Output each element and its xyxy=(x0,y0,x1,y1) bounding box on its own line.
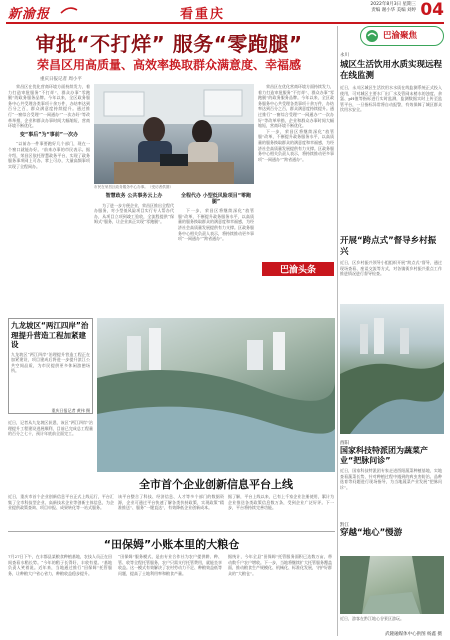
newspaper-logo: 新渝报 xyxy=(8,7,51,22)
grain-paragraph: 7月27日下午，在丰都县某粮食种植基地，农技人员正在田间查看水稻长势。“今年的稻子长得好，丰收有望。”基地负责人笑着说。近年来，当地通过推行“田保姆”托管服务，让种粮大户省心省力，种粮收益稳步提升。 xyxy=(8,554,112,576)
brand-bird-icon xyxy=(364,29,380,43)
logo-swoosh-icon xyxy=(60,4,78,16)
story-region: 酉阳 xyxy=(340,441,349,446)
lead-column-3 xyxy=(178,190,254,314)
lead-headline: 审批“不打烊” 服务“零跑腿” xyxy=(35,32,303,56)
lead-column-2 xyxy=(94,190,174,314)
issue-date: 2022年8月3日 星期三 xyxy=(370,2,416,7)
masthead xyxy=(0,0,450,22)
boxed-story xyxy=(8,318,93,414)
sidebar-photo-river xyxy=(340,304,444,434)
lead-subhead: 荣昌区用高质量、高效率换取群众满意度、幸福感 xyxy=(36,58,301,72)
sidebar-brand: 巴渝聚焦 xyxy=(383,31,418,41)
story-body: 近日，国家科技特派团专家走进酉阳蔬菜种植基地，实地查看蔬菜长势，针对种植过程中遇到的病虫害防治、品种选育等问题进行现场指导，为当地蔬菜产业发展“把脉问诊”。 xyxy=(340,468,442,490)
grain-column-2 xyxy=(118,554,222,636)
lead-subheading-2: 智慧政务 公共事务云上办 xyxy=(105,193,163,199)
sidebar-story-1 xyxy=(340,52,442,240)
headline-stamp-icon xyxy=(262,262,334,276)
middle-text xyxy=(8,420,93,482)
canyon-image xyxy=(340,556,444,614)
story-title: 国家科技特派团为蔬菜产业“把脉问诊” xyxy=(340,446,428,465)
story-body: 近日，区乡村振兴领导小组组织开展“跨点式”督导，通过现场查看、座谈交流等方式，对各镇街乡村振兴重点工作推进情况进行督导检查。 xyxy=(340,260,442,277)
grain-column-3 xyxy=(228,554,332,636)
innovation-column-2 xyxy=(118,494,224,528)
story-region: 黔江 xyxy=(340,523,349,528)
story-body: 近日，永川区城区生活饮用水水质在线监测系统正式投入使用，可对城区主要水厂出厂水及管网末梢水的浊度、余氯、pH值等指标进行实时监测，监测数据实时上传至监管平台，一旦指标异常将自动报警，有效保障了城区群众饮用水安全。 xyxy=(340,85,442,113)
aerial-photo xyxy=(97,318,335,472)
column-divider xyxy=(337,26,338,636)
masthead-rule xyxy=(6,22,444,24)
innovation-column-3 xyxy=(228,494,334,528)
lead-byline: 重庆日报记者 周小平 xyxy=(40,77,82,82)
lead-photo-caption: 市民在荣昌区政务服务中心办事。（受访者供图） xyxy=(94,185,174,189)
photo-credit: 武隆融媒体中心供图 杨鑫 摄 xyxy=(385,632,442,637)
innovation-paragraph: 据了解，平台上线以来，已有上千家企业注册使用，累计为企业推送各类政策信息数万条，受到企业广泛好评。下一步，平台将持续完善功能。 xyxy=(228,494,334,511)
aerial-riverside-image xyxy=(97,318,335,472)
innovation-paragraph: 近日，重庆市首个企业创新信息平台正式上线运行，平台汇集了全市科技型企业、高新技术企业等创新主体信息，为企业提供政策查询、项目申报、成果转化等一站式服务。 xyxy=(8,494,114,511)
boxed-story-credit: 重庆日报记者 黄伟 摄 xyxy=(51,407,90,413)
sidebar-photo-canyon xyxy=(340,556,444,614)
boxed-story-body: 九龙坡区“两江四岸”治理提升营造工程正在加紧建设，项目建成后将进一步提升滨江公共空间品质，为市民提供更多休闲游憩场所。 xyxy=(11,351,90,374)
grain-column-1 xyxy=(8,554,112,636)
section-divider xyxy=(8,531,335,532)
lead-paragraph: 荣昌区在优化营商环境方面持续发力，着力打造审批服务“不打烊”、群众办事“零跑腿”的政务服务品牌。今年以来，全区政务服务中心共受理各类事项十余万件，办结率达到百分之百，群众满意度持续提升。通过推行“一窗综合受理”“一网通办”“一次办好”等改革举措，企业和群众办事时间大幅缩短，营商环境不断优化。 xyxy=(258,84,334,129)
grain-paragraph: “田保姆”服务模式，是由专业合作社为农户提供耕、种、管、收等全程托管服务，农户只需支付托管费用，就能坐享收益。这一模式有效解决了农村劳动力不足、种粮效益低等问题，提高了土地利用率和粮食产量。 xyxy=(118,554,222,576)
middle-paragraph: 近日，记者从九龙坡区获悉，该区“两江四岸”治理提升工程建设进展顺利，目前已完成总工程量的百分之七十，预计年底前全面完工。 xyxy=(8,420,93,437)
boxed-story-title: 九龙坡区“两江四岸”治理提升营造工程加紧建设 xyxy=(11,321,89,349)
lead-column-4 xyxy=(258,84,334,314)
grain-headline: “田保姆”小账本里的大粮仓 xyxy=(103,538,240,551)
lead-paragraph: 下一步，荣昌区将继续深化“放管服”改革，不断提升政务服务水平，以高质量的服务换取群众的满意度和幸福感，为经济社会高质量发展提供有力支撑。区政务服务中心相关负责人表示，将持续推动更多事项“一网通办”“跨省通办”。 xyxy=(258,128,334,162)
stamp-label: 巴渝头条 xyxy=(279,265,317,276)
innovation-paragraph: 该平台整合了科技、经济信息、人才等多个部门的数据资源，企业可通过平台快速了解各类扶持政策，实现政策“精准推送”、服务“一键直达”，有效降低企业创新成本。 xyxy=(118,494,224,511)
innovation-headline: 全市首个企业创新信息平台上线 xyxy=(139,478,293,491)
lead-paragraph: “以前办一件事要跑好几个部门，现在一个窗口就能办好。”前来办事的市民表示。据介绍，荣昌区依托智慧政务平台，实现了政务服务事项网上可办、掌上可办，大量高频事项实现了全程网办。 xyxy=(8,141,90,169)
lead-subheading-3: 全程代办 小型低风险项目“零跑腿” xyxy=(180,193,252,205)
lead-column-1 xyxy=(8,84,90,314)
story-body: 近日，游客在黔江地心谷景区游玩。 xyxy=(340,616,404,621)
edition-info xyxy=(370,2,416,14)
lead-paragraph: 下一步，荣昌区将继续深化“放管服”改革，不断提升政务服务水平，以高质量的服务换取群众的满意度和幸福感，为经济社会高质量发展提供有力支撑。区政务服务中心相关负责人表示，将持续推动更多事项“一网通办”“跨省通办”。 xyxy=(178,208,254,242)
story-region: 永川 xyxy=(340,53,349,58)
lead-paragraph: 荣昌区在优化营商环境方面持续发力，着力打造审批服务“不打烊”、群众办事“零跑腿”的政务服务品牌。今年以来，全区政务服务中心共受理各类事项十余万件，办结率达到百分之百，群众满意度持续提升。通过推行“一窗综合受理”“一网通办”“一次办好”等改革举措，企业和群众办事时间大幅缩短，营商环境不断优化。 xyxy=(8,84,90,129)
story-title: 城区生活饮用水质实现远程在线监测 xyxy=(340,60,443,81)
story-title: 开展“跨点式”督导乡村振兴 xyxy=(340,236,437,257)
page-number: 04 xyxy=(420,0,444,20)
section-title: 看重庆 xyxy=(180,7,226,22)
lead-photo xyxy=(94,84,254,184)
lead-paragraph: 为了进一步方便企业，荣昌区推出全程代办服务，对小型低风险项目实行专人帮办代办，从项目立项到竣工验收，全流程提供“保姆式”服务，让企业真正实现“零跑腿”。 xyxy=(94,202,174,225)
lead-subheading-1: 变“事后”为“事前”一次办 xyxy=(19,131,79,138)
river-landscape-image xyxy=(340,304,444,434)
story-title: 穿越“地心”慢游 xyxy=(340,528,403,538)
office-scene-image xyxy=(94,84,254,184)
innovation-column-1 xyxy=(8,494,114,528)
editor-credit: 责编 谢小华 美编 刘婷 xyxy=(371,8,416,13)
sidebar-story-4 xyxy=(340,522,442,539)
grain-paragraph: 据统计，今年全县“田保姆”托管服务面积已达数万亩，带动数千户农户增收。下一步，当地将继续扩大托管服务覆盖面，推动粮食生产规模化、机械化、标准化发展，守护好群众的“大粮仓”。 xyxy=(228,554,332,576)
